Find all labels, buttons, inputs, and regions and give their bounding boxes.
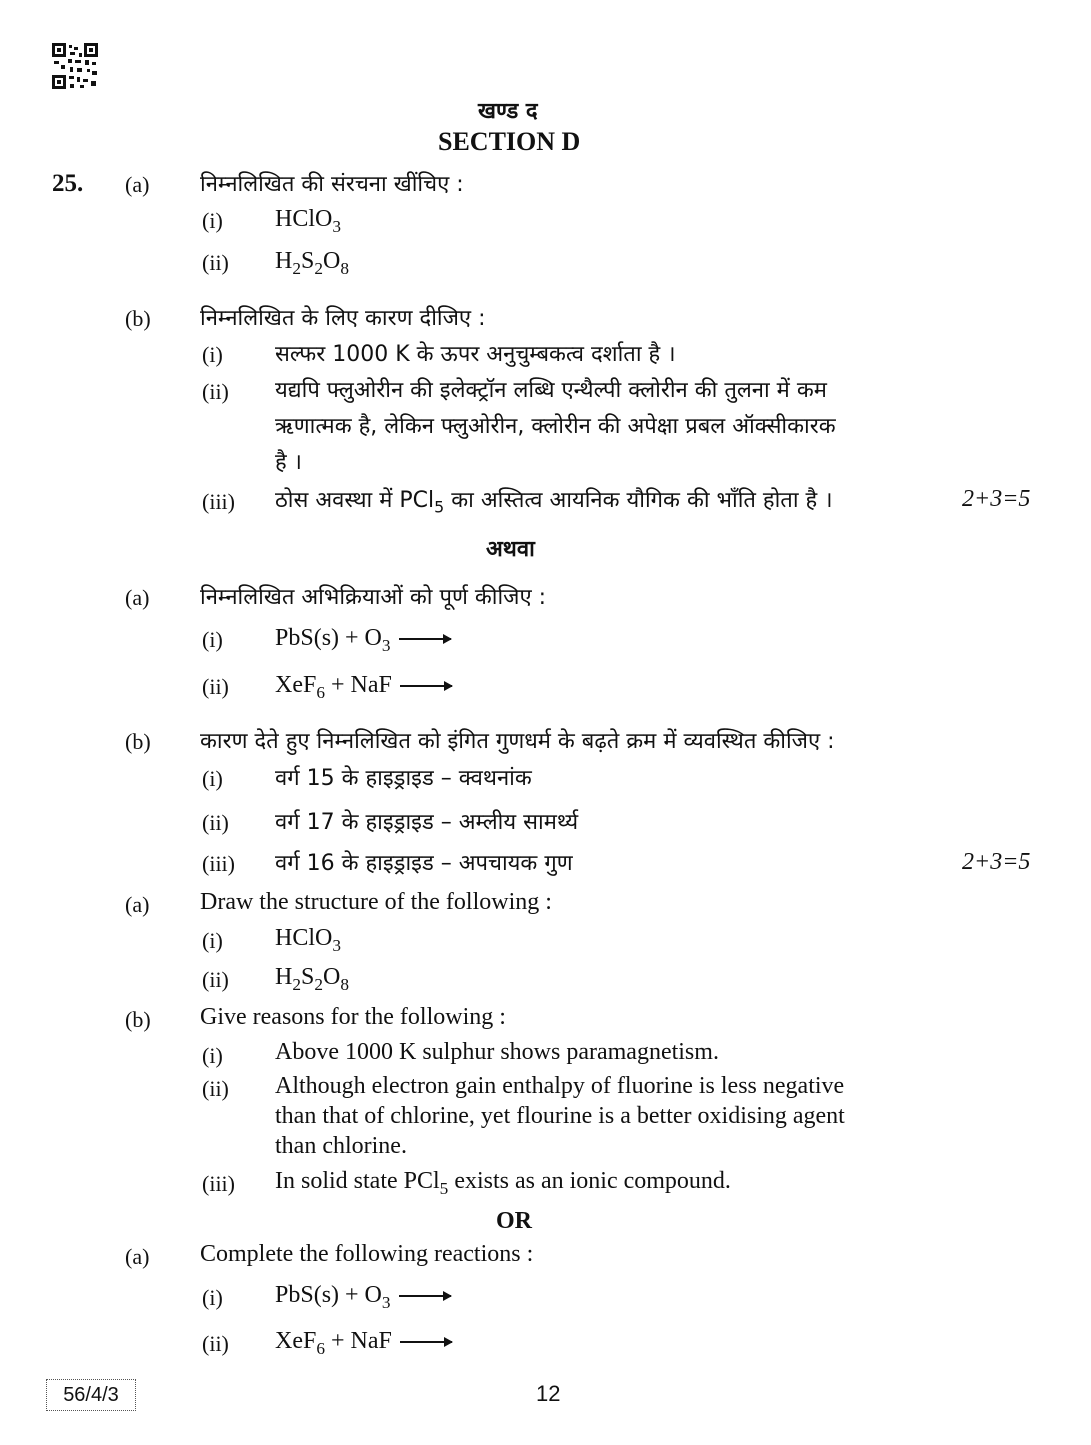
sub-label: (ii) bbox=[202, 810, 229, 835]
en-b-iii: In solid state PCl$_5$ exists as an ionic compound. bbox=[275, 1168, 731, 1199]
en-or-a-prompt: Complete the following reactions : bbox=[200, 1241, 534, 1267]
page-number: 12 bbox=[536, 1381, 561, 1406]
sub-label: (i) bbox=[202, 766, 223, 791]
hi-b-i: सल्फर 1000 K के ऊपर अनुचुम्बकत्व दर्शाता है । bbox=[275, 342, 676, 367]
sub-label: (i) bbox=[202, 342, 223, 367]
or-hindi: अथवा bbox=[486, 537, 535, 562]
qr-code bbox=[52, 43, 98, 89]
sub-label: (i) bbox=[202, 208, 223, 233]
reaction-2: XeF$_6$ + NaF bbox=[275, 672, 452, 699]
part-label-a: (a) bbox=[125, 1244, 150, 1269]
sub-label: (ii) bbox=[202, 674, 229, 699]
hi-or-a-prompt: निम्नलिखित अभिक्रियाओं को पूर्ण कीजिए : bbox=[200, 585, 547, 610]
sub-label: (ii) bbox=[202, 250, 229, 275]
sub-label: (iii) bbox=[202, 1171, 235, 1196]
reaction-1: $PbS(s) + O_3$ bbox=[275, 625, 451, 652]
sub-label: (ii) bbox=[202, 379, 229, 404]
hi-b-ii-line3: है । bbox=[275, 450, 303, 475]
en-b-i: Above 1000 K sulphur shows paramagnetism. bbox=[275, 1039, 719, 1065]
hi-b-ii-line2: ऋणात्मक है, लेकिन फ्लुओरीन, क्लोरीन की अपेक्षा प्रबल ऑक्सीकारक bbox=[275, 414, 836, 439]
part-label-b: (b) bbox=[125, 1007, 151, 1032]
sub-label: (i) bbox=[202, 928, 223, 953]
reaction-1: $PbS(s) + O_3$ bbox=[275, 1282, 451, 1309]
hi-b-prompt: निम्नलिखित के लिए कारण दीजिए : bbox=[200, 306, 486, 331]
en-b-ii-line3: than chlorine. bbox=[275, 1133, 407, 1159]
hi-or-b-i: वर्ग 15 के हाइड्राइड – क्वथनांक bbox=[275, 766, 532, 791]
hi-or-b-ii: वर्ग 17 के हाइड्राइड – अम्लीय सामर्थ्य bbox=[275, 810, 579, 835]
part-label-b: (b) bbox=[125, 729, 151, 754]
arrow-icon bbox=[400, 1341, 452, 1343]
part-label-a: (a) bbox=[125, 892, 150, 917]
sub-label: (ii) bbox=[202, 967, 229, 992]
arrow-icon bbox=[399, 1295, 451, 1297]
formula-hclo3: HClO$_3$ bbox=[275, 206, 341, 237]
sub-label: (i) bbox=[202, 1285, 223, 1310]
sub-label: (iii) bbox=[202, 489, 235, 514]
marks: 2+3=5 bbox=[962, 486, 1031, 512]
en-b-prompt: Give reasons for the following : bbox=[200, 1004, 506, 1030]
sub-label: (i) bbox=[202, 1043, 223, 1068]
part-label-a: (a) bbox=[125, 585, 150, 610]
sub-label: (ii) bbox=[202, 1076, 229, 1101]
hi-b-iii: ठोस अवस्था में PCl$_5$ का अस्तित्व आयनिक यौगिक की भाँति होता है । bbox=[275, 488, 833, 517]
paper-code: 56/4/3 bbox=[46, 1379, 136, 1411]
hi-or-b-iii: वर्ग 16 के हाइड्राइड – अपचायक गुण bbox=[275, 851, 573, 876]
part-label-a: (a) bbox=[125, 172, 150, 197]
arrow-icon bbox=[400, 685, 452, 687]
arrow-icon bbox=[399, 638, 451, 640]
reaction-2: XeF$_6$ + NaF bbox=[275, 1328, 452, 1355]
hi-or-b-prompt: कारण देते हुए निम्नलिखित को इंगित गुणधर्म के बढ़ते क्रम में व्यवस्थित कीजिए : bbox=[200, 729, 835, 754]
hi-a-prompt: निम्नलिखित की संरचना खींचिए : bbox=[200, 172, 464, 197]
formula-h2s2o8: $H_2S_2O_8$ bbox=[275, 248, 349, 279]
question-number: 25. bbox=[52, 170, 84, 197]
formula-h2s2o8: $H_2S_2O_8$ bbox=[275, 964, 349, 995]
part-label-b: (b) bbox=[125, 306, 151, 331]
hi-b-ii-line1: यद्यपि फ्लुओरीन की इलेक्ट्रॉन लब्धि एन्थैल्पी क्लोरीन की तुलना में कम bbox=[275, 378, 827, 403]
section-title-hindi: खण्ड द bbox=[478, 99, 538, 124]
formula-hclo3: HClO$_3$ bbox=[275, 925, 341, 956]
or-english: OR bbox=[496, 1208, 532, 1234]
en-b-ii-line2: than that of chlorine, yet flourine is a better oxidising agent bbox=[275, 1103, 845, 1129]
marks: 2+3=5 bbox=[962, 849, 1031, 875]
en-b-ii-line1: Although electron gain enthalpy of fluorine is less negative bbox=[275, 1073, 845, 1099]
sub-label: (i) bbox=[202, 627, 223, 652]
en-a-prompt: Draw the structure of the following : bbox=[200, 889, 552, 915]
sub-label: (ii) bbox=[202, 1331, 229, 1356]
section-title-english: SECTION D bbox=[438, 127, 581, 156]
sub-label: (iii) bbox=[202, 851, 235, 876]
